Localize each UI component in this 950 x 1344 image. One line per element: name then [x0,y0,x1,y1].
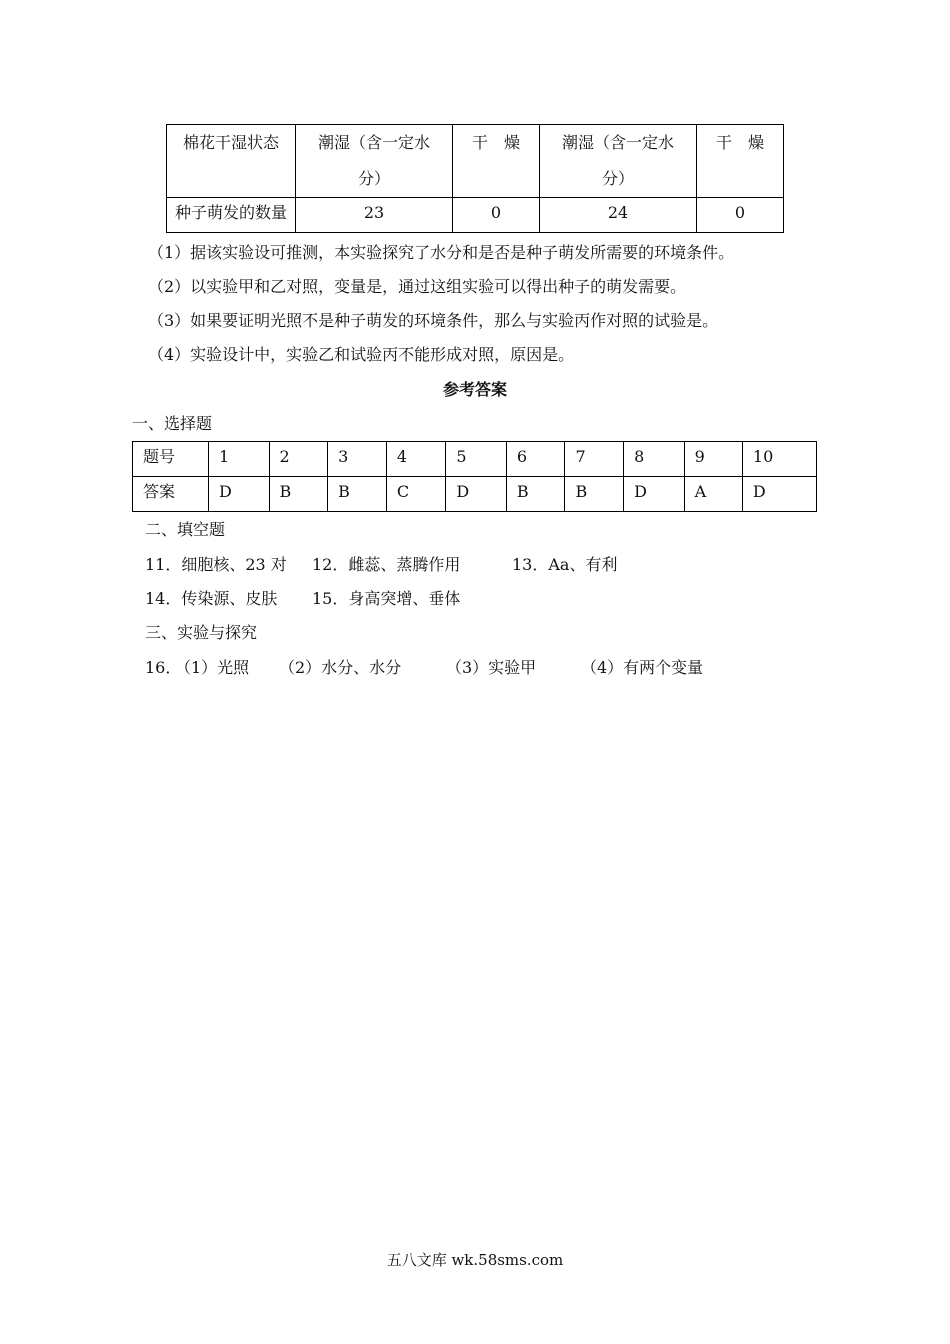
table-cell: 种子萌发的数量 [167,198,296,233]
table-cell: 5 [446,442,507,477]
table-row [167,198,784,233]
experiment-answer-1: （1）光照 [175,658,250,677]
table-cell: 潮湿（含一定水分） [540,125,697,198]
experiment-answer-3: （3）实验甲 [446,658,537,677]
footer-watermark: 五八文库 wk.58sms.com [386,1251,564,1269]
table-cell: A [684,477,742,512]
table-row [167,125,784,198]
table-cell: 3 [328,442,387,477]
table-row [133,477,817,512]
question-2: （2）以实验甲和乙对照，变量是，通过这组实验可以得出种子的萌发需要。 [148,277,687,296]
section-experiment-heading: 三、实验与探究 [145,623,258,642]
table-cell: B [506,477,565,512]
fill-answer-15: 15．身高突增、垂体 [312,589,461,608]
question-3: （3）如果要证明光照不是种子萌发的环境条件，那么与实验丙作对照的试验是。 [148,311,719,330]
experiment-answer-label: 16． [145,658,182,677]
table-cell: 7 [565,442,624,477]
table-cell: 答案 [133,477,209,512]
table-cell: D [742,477,816,512]
table-cell: 潮湿（含一定水分） [296,125,453,198]
section-fill-heading: 二、填空题 [145,520,226,539]
table-cell: 8 [624,442,685,477]
experiment-answer-4: （4）有两个变量 [581,658,704,677]
table-cell: 1 [209,442,270,477]
fill-answer-11: 11．细胞核、23 对 [145,555,287,574]
table-cell: 9 [684,442,742,477]
table-cell: 题号 [133,442,209,477]
table-cell: 10 [742,442,816,477]
table-cell: 0 [697,198,784,233]
table-cell: D [446,477,507,512]
question-4: （4）实验设计中，实验乙和试验丙不能形成对照，原因是。 [148,345,575,364]
table-cell: 23 [296,198,453,233]
table-cell: 干 燥 [453,125,540,198]
experiment-answer-2: （2）水分、水分 [279,658,402,677]
section-choice-heading: 一、选择题 [132,414,213,433]
table-cell: 4 [386,442,446,477]
table-cell: 24 [540,198,697,233]
table-cell: D [209,477,270,512]
fill-answer-12: 12．雌蕊、蒸腾作用 [312,555,461,574]
table-cell: C [386,477,446,512]
table-cell: 6 [506,442,565,477]
table-cell: B [328,477,387,512]
table-cell: 干 燥 [697,125,784,198]
table-cell: 0 [453,198,540,233]
table-cell: 棉花干湿状态 [167,125,296,198]
question-1: （1）据该实验设可推测，本实验探究了水分和是否是种子萌发所需要的环境条件。 [148,243,735,262]
answer-title: 参考答案 [442,380,507,399]
fill-answer-13: 13．Aa、有利 [512,555,618,574]
table-cell: 2 [269,442,328,477]
fill-answer-14: 14．传染源、皮肤 [145,589,278,608]
table-cell: D [624,477,685,512]
table-cell: B [565,477,624,512]
table-row [133,442,817,477]
experiment-table [166,124,784,233]
table-cell: B [269,477,328,512]
answer-table [132,441,817,512]
